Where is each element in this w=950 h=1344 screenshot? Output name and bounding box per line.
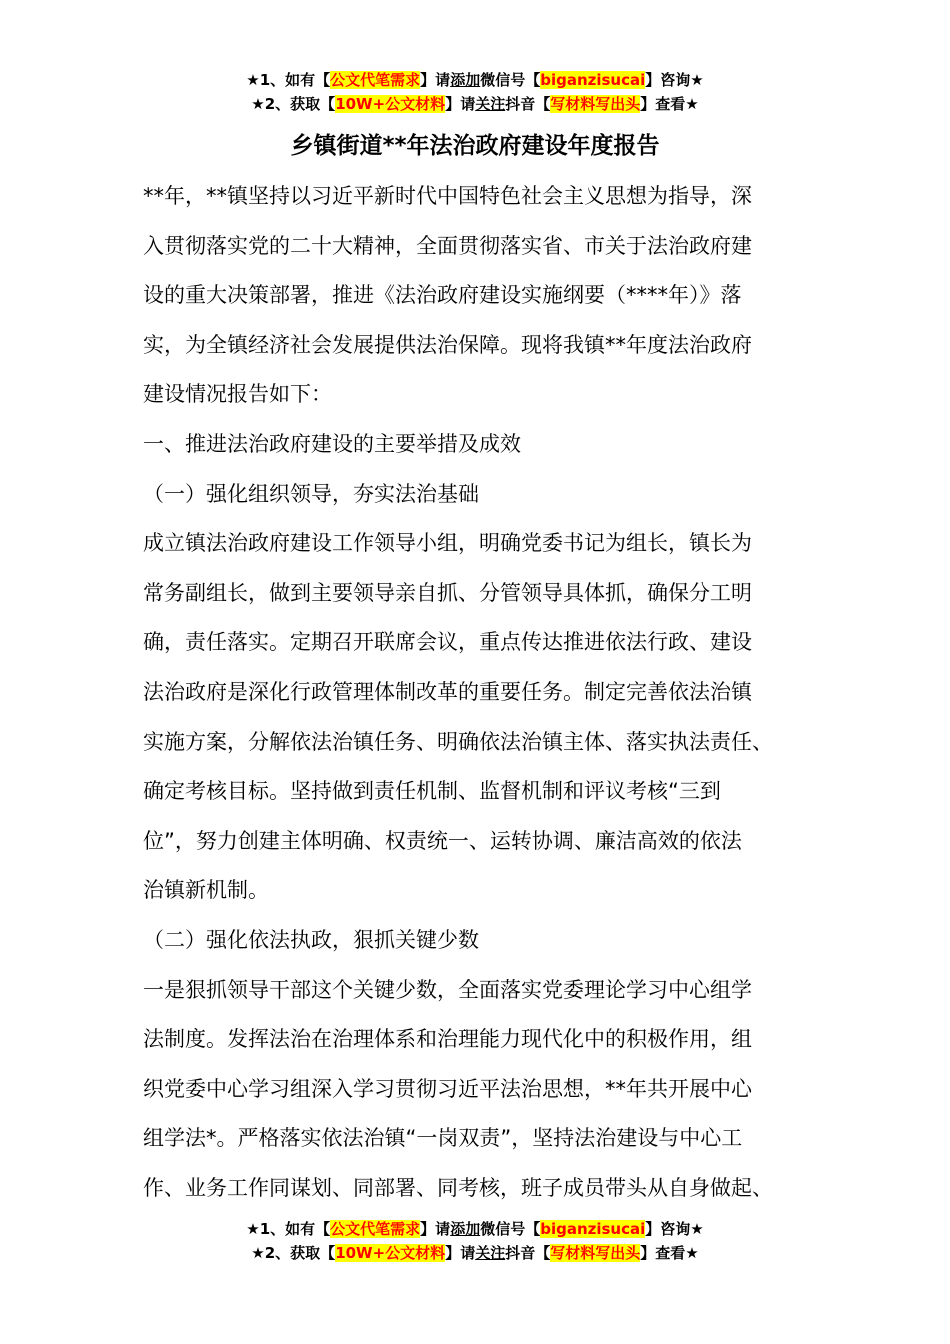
body-line: 法治政府是深化行政管理体制改革的重要任务。制定完善依法治镇 [143,679,752,704]
body-line: **年，**镇坚持以习近平新时代中国特色社会主义思想为指导，深 [143,184,752,208]
highlight-materials: 10W+公文材料 [335,1244,446,1262]
banner-line-2: ★2、获取【10W+公文材料】请关注抖音【写材料写出头】查看★ [251,95,699,113]
banner-line-2: ★2、获取【10W+公文材料】请关注抖音【写材料写出头】查看★ [251,1244,699,1262]
body-line: 作、业务工作同谋划、同部署、同考核，班子成员带头从自身做起、 [143,1175,773,1200]
section-heading: 一、推进法治政府建设的主要举措及成效 [143,431,521,456]
body-line: 确，责任落实。定期召开联席会议，重点传达推进依法行政、建设 [143,630,752,655]
highlight-writing-service: 公文代笔需求 [330,71,421,89]
document-body [143,172,823,1213]
body-line: 成立镇法治政府建设工作领导小组，明确党委书记为组长，镇长为 [143,531,752,556]
banner-line-1: ★1、如有【公文代笔需求】请添加微信号【biganzisucai】咨询★ [246,71,704,89]
header-banner [0,68,950,116]
body-line: 实施方案，分解依法治镇任务、明确依法治镇主体、落实执法责任、 [143,729,773,754]
subsection-heading: （一）强化组织领导，夯实法治基础 [143,481,479,506]
body-line: 治镇新机制。 [143,878,269,903]
highlight-douyin-account: 写材料写出头 [550,1244,641,1262]
body-line: 实，为全镇经济社会发展提供法治保障。现将我镇**年度法治政府 [143,332,752,357]
document-title: 乡镇街道**年法治政府建设年度报告 [290,133,660,159]
banner-line-1: ★1、如有【公文代笔需求】请添加微信号【biganzisucai】咨询★ [246,1220,704,1238]
body-line: 常务副组长，做到主要领导亲自抓、分管领导具体抓，确保分工明 [143,580,752,605]
body-line: 建设情况报告如下： [143,382,332,407]
body-line: 确定考核目标。坚持做到责任机制、监督机制和评议考核“三到 [143,779,721,804]
highlight-wechat-id: biganzisucai [540,1220,646,1238]
subsection-heading: （二）强化依法执政，狠抓关键少数 [143,927,479,952]
body-line: 组学法*。严格落实依法治镇“一岗双责”，坚持法治建设与中心工 [143,1126,743,1151]
body-line: 织党委中心学习组深入学习贯彻习近平法治思想，**年共开展中心 [143,1076,752,1101]
highlight-writing-service: 公文代笔需求 [330,1220,421,1238]
body-line: 一是狠抓领导干部这个关键少数，全面落实党委理论学习中心组学 [143,977,752,1002]
body-line: 位”，努力创建主体明确、权责统一、运转协调、廉洁高效的依法 [143,828,742,853]
body-line: 入贯彻落实党的二十大精神，全面贯彻落实省、市关于法治政府建 [143,233,752,258]
body-line: 法制度。发挥法治在治理体系和治理能力现代化中的积极作用，组 [143,1027,752,1052]
body-line: 设的重大决策部署，推进《法治政府建设实施纲要（****年）》落 [143,283,742,308]
highlight-douyin-account: 写材料写出头 [550,95,641,113]
highlight-wechat-id: biganzisucai [540,71,646,89]
highlight-materials: 10W+公文材料 [335,95,446,113]
footer-banner [0,1217,950,1265]
